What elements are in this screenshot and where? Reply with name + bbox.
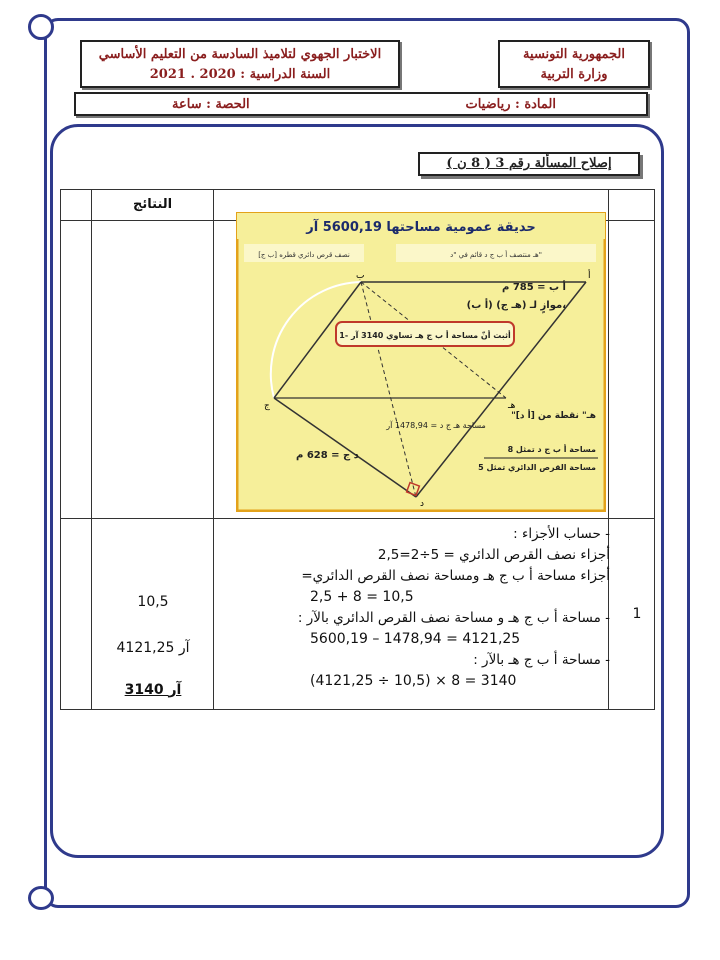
work-column — [230, 524, 610, 692]
question-number: 1 — [632, 606, 642, 622]
school-year: السنة الدراسية : 2020 . 2021 — [149, 67, 331, 82]
vertex-j: ج — [264, 401, 270, 411]
ab-length: أ ب = 785 م — [502, 282, 566, 293]
area-note: مساحة هـ ج د = 1478,94 آر — [386, 421, 486, 430]
subject-row — [74, 92, 648, 116]
republic-label: الجمهورية التونسية — [523, 47, 625, 62]
subject-label: المادة : رياضيات — [465, 97, 556, 112]
work-line: أجزاء نصف القرص الدائري = 5÷2=2,5 — [377, 547, 610, 563]
work-line: (4121,25 ÷ 10,5) × 8 = 3140 — [310, 673, 517, 689]
results-cell — [91, 519, 214, 710]
page-title: إصلاح المسألة رقم 3 ( 8 ن ) — [418, 152, 640, 176]
note-right: هـ منتصف أ ب ج د قائم في "د" — [450, 251, 542, 259]
result-value: 4121,25 آر — [116, 640, 190, 656]
work-line: - مساحة أ ب ج هـ و مساحة نصف القرص الدائري بالآر : — [297, 610, 610, 626]
ratio-bottom: مساحة القرص الدائري تمثل 5 — [478, 463, 596, 472]
question-text: 1- أثبت أنّ مساحة أ ب ج هـ تساوي 3140 آر — [339, 331, 511, 340]
vertex-d: د — [420, 499, 425, 509]
results-header: النتائج — [91, 190, 214, 221]
figure-title: حديقة عمومية مساحتها 5600,19 آر — [306, 220, 536, 235]
dj-length: د ج = 628 م — [296, 450, 359, 461]
work-line: أجزاء مساحة أ ب ج هـ ومساحة نصف القرص الدائري= — [301, 568, 610, 584]
vertex-a: أ — [588, 271, 591, 281]
ministry-label: وزارة التربية — [540, 67, 608, 82]
exam-title-box — [80, 40, 400, 88]
vertex-h: هـ — [508, 401, 516, 411]
point-note: "هـ" نقطة من [أ د] — [511, 411, 596, 421]
duration-label: الحصة : ساعة — [172, 97, 250, 112]
ministry-box — [498, 40, 650, 88]
scroll-curl-icon — [28, 14, 54, 40]
work-line: - حساب الأجزاء : — [513, 526, 610, 542]
number-header-cell — [609, 190, 655, 221]
table-corner-cell — [61, 190, 92, 221]
note-left: نصف قرص دائري قطره [ب ج] — [258, 251, 350, 259]
exam-title: الاختبار الجهوي لتلاميذ السادسة من التعليم الأساسي — [98, 47, 382, 62]
vertex-b: ب — [356, 271, 365, 281]
garden-figure — [236, 212, 606, 512]
scroll-curl-icon — [28, 886, 54, 910]
result-value: 10,5 — [137, 594, 169, 610]
parallel-note: (أ ب) موازٍ لـ (هـ ج)، — [466, 300, 566, 311]
ratio-top: مساحة أ ب ج د تمثل 8 — [507, 445, 596, 454]
result-final: 3140 آر — [124, 682, 182, 698]
work-line: 5600,19 – 1478,94 = 4121,25 — [310, 631, 521, 647]
work-line: - مساحة أ ب ج هـ بالآر : — [473, 652, 610, 668]
work-line: 2,5 + 8 = 10,5 — [310, 589, 414, 605]
